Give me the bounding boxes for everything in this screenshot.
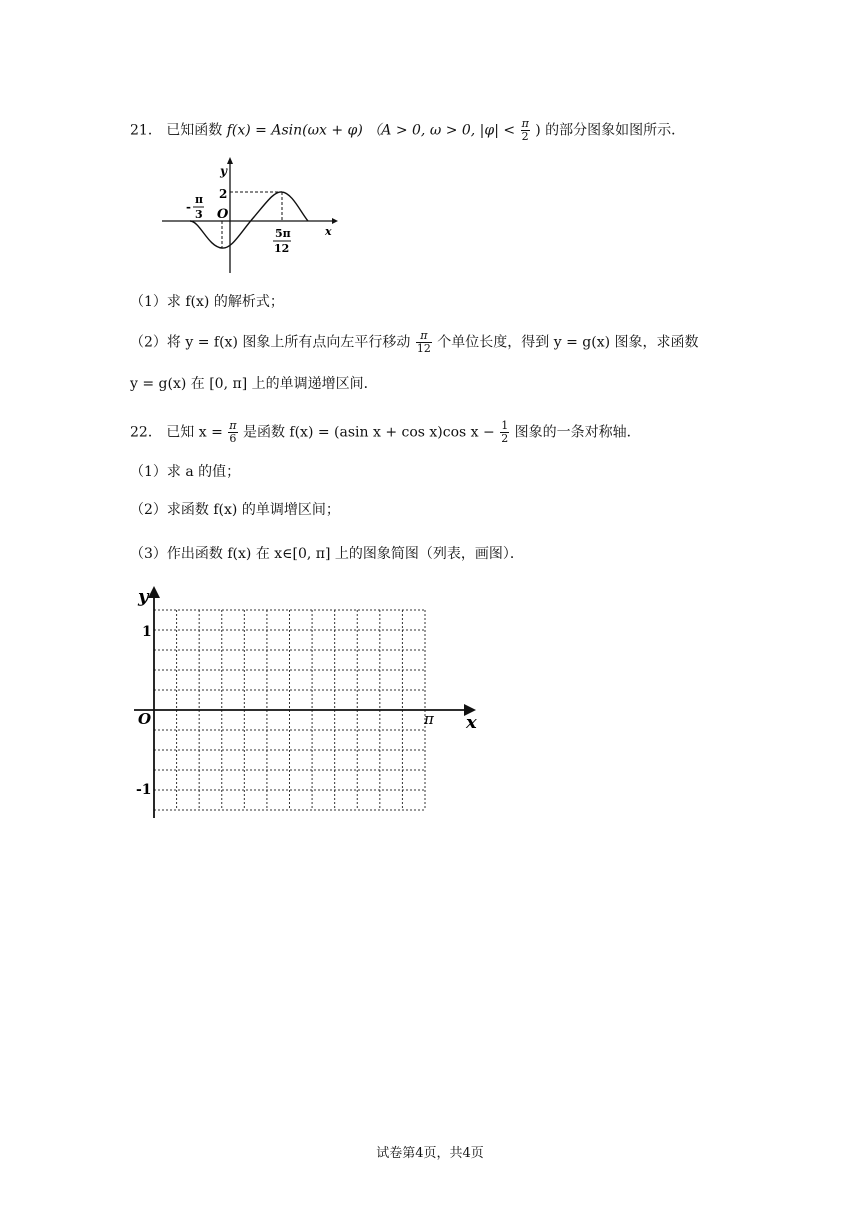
q21-condition-fraction [521,118,530,143]
q22-stem-fraction2-num: 1 [501,419,509,432]
q22-stem-fraction1-den: 6 [229,432,237,445]
q22-x-label: x [466,712,477,733]
q21-part2-pre: 将 y = f(x) 图象上所有点向左平行移动 [166,334,411,351]
q22-part2-number: （2） [130,502,167,518]
q21-part2 [130,330,699,355]
q21-part2-fraction-num: π [416,330,432,343]
q22-part2 [130,500,340,520]
q21-part2-fraction [416,330,432,355]
q22-part1-text: 求 a 的值； [166,464,241,480]
q22-stem-pre: 已知 x = [166,424,223,441]
q21-stem [130,118,685,143]
page-footer: 试卷第4页，共4页 [376,1146,484,1161]
q21-condition-post: ) [535,122,541,139]
q21-neg-x-den: 3 [195,208,203,221]
q21-y-label: y [220,164,227,178]
q21-condition-fraction-den: 2 [521,130,529,143]
q22-y-bottom-label: -1 [136,782,152,798]
q22-stem-fraction1 [228,420,237,445]
q21-stem-pre: 已知函数 [166,122,223,139]
q21-y-arrow [227,157,233,164]
q21-number: 21． [130,122,162,139]
q21-part1-text: 求 f(x) 的解析式； [166,294,284,310]
q21-stem-post: 的部分图象如图所示． [545,122,686,139]
q22-y-top-label: 1 [142,624,152,640]
q22-part2-text: 求函数 f(x) 的单调增区间； [166,502,340,518]
q22-stem-post: 图象的一条对称轴． [514,424,641,441]
q21-part2-fraction-den: 12 [416,342,431,355]
q21-peak-x-num: 5π [275,227,291,240]
q21-part2-post: 个单位长度，得到 y = g(x) 图象，求函数 [437,334,699,351]
q22-part3 [130,544,524,564]
q22-part1-number: （1） [130,464,167,480]
q22-stem-fraction2-den: 2 [501,432,509,445]
q21-condition-fraction-num: π [521,117,529,130]
q22-origin-label: O [138,710,152,728]
q21-x-arrow [332,218,338,224]
q22-stem-fraction2 [500,420,509,445]
q21-peak-x-den: 12 [274,242,290,255]
q21-x-label: x [325,225,332,238]
q22-part1 [130,462,240,482]
q21-part2-number: （2） [130,334,167,351]
q21-neg-x-num: π [195,193,204,206]
q22-part3-number: （3） [130,546,167,562]
q21-part2-line2: y = g(x) 在 [0, π] 上的单调递增区间． [130,376,378,392]
q21-function: f(x) = Asin(ωx + φ) [226,122,363,139]
q22-y-label: y [138,586,149,607]
q22-stem-mid: 是函数 f(x) = (asin x + cos x)cos x − [242,424,495,441]
q22-grid [130,582,490,822]
q21-peak-y-label: 2 [219,187,228,201]
q21-part1-number: （1） [130,294,167,310]
q21-part1 [130,292,284,312]
q22-part3-text: 作出函数 f(x) 在 x∈[0, π] 上的图象简图（列表，画图）． [166,546,524,562]
q22-number: 22． [130,424,162,441]
q22-stem [130,420,641,445]
q21-condition-pre: （A > 0, ω > 0, |φ| < [367,122,516,139]
q22-stem-fraction1-num: π [229,419,237,432]
q21-neg-x-sign: - [186,200,191,214]
q22-x-end-label: π [424,710,434,728]
q21-origin-label: O [217,207,229,222]
q22-y-arrow [148,586,160,598]
q21-graph [160,155,340,275]
